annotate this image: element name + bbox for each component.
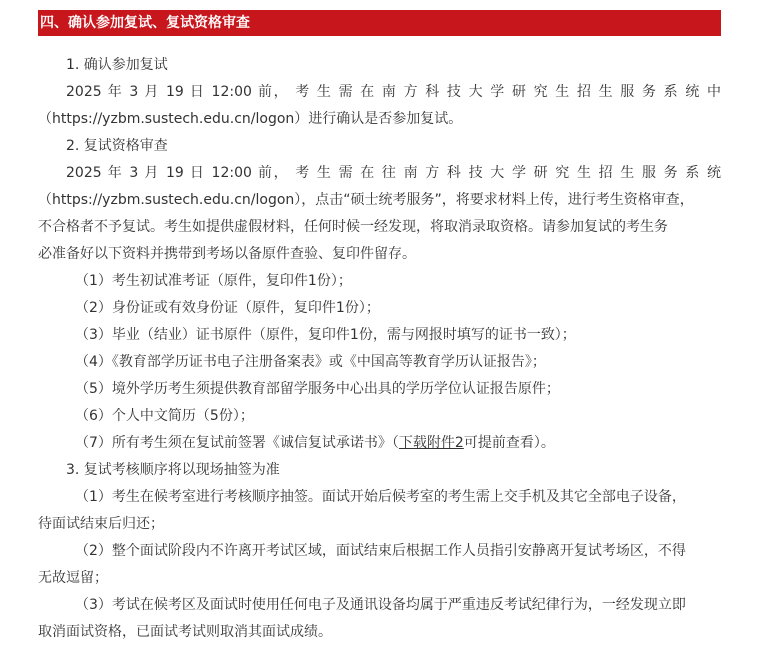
part1-line1: 2025 年 3 月 19 日 12:00 前， 考 生 需 在 南 方 科 技 大 学 研 究 生 招 生 服 务 系 统 中 bbox=[66, 84, 721, 100]
section-title: 四、确认参加复试、复试资格审查 bbox=[40, 15, 250, 31]
part2-line2: （https://yzbm.sustech.edu.cn/logon），点击“硕士统考服务”，将要求材料上传，进行考生资格审查， bbox=[38, 192, 694, 208]
list-item: （6）个人中文简历（5份）； bbox=[75, 408, 254, 424]
part2-line4: 必准备好以下资料并携带到考场以备原件查验、复印件留存。 bbox=[38, 246, 416, 262]
list-item: （4）《教育部学历证书电子注册备案表》或《中国高等教育学历认证报告》； bbox=[75, 354, 546, 370]
part2-line3: 不合格者不予复试。考生如提供虚假材料，任何时候一经发现，将取消录取资格。请参加复试的考生务 bbox=[38, 219, 668, 235]
part3-p1-line2: 待面试结束后归还； bbox=[38, 516, 164, 532]
part3-p3-line1: （3）考试在候考区及面试时使用任何电子及通讯设备均属于严重违反考试纪律行为，一经发现立即 bbox=[75, 597, 686, 613]
item7-prefix: （7）所有考生须在复试前签署《诚信复试承诺书》（ bbox=[75, 435, 399, 451]
section-header bbox=[38, 10, 721, 36]
list-item: （2）身份证或有效身份证（原件，复印件1份）； bbox=[75, 300, 380, 316]
list-item: （5）境外学历考生须提供教育部留学服务中心出具的学历学位认证报告原件； bbox=[75, 381, 560, 397]
part1-heading: 1. 确认参加复试 bbox=[66, 57, 168, 73]
list-item-7 bbox=[38, 430, 721, 457]
download-attachment-2-link[interactable]: 下载附件2 bbox=[398, 435, 464, 451]
part2-heading: 2. 复试资格审查 bbox=[66, 138, 168, 154]
list-item: （1）考生初试准考证（原件，复印件1份）； bbox=[75, 273, 352, 289]
part3-heading: 3. 复试考核顺序将以现场抽签为准 bbox=[66, 462, 280, 478]
content-body bbox=[38, 52, 721, 646]
list-item: （3）毕业（结业）证书原件（原件，复印件1份，需与网报时填写的证书一致）； bbox=[75, 327, 576, 343]
part1-line2: （https://yzbm.sustech.edu.cn/logon）进行确认是否参加复试。 bbox=[38, 111, 463, 127]
part3-p2-line1: （2）整个面试阶段内不许离开考试区域，面试结束后根据工作人员指引安静离开复试考场区，不得 bbox=[75, 543, 686, 559]
part3-p1-line1: （1）考生在候考室进行考核顺序抽签。面试开始后候考室的考生需上交手机及其它全部电子设备， bbox=[75, 489, 686, 505]
item7-suffix: 可提前查看）。 bbox=[463, 435, 555, 451]
part3-p3-line2: 取消面试资格，已面试考试则取消其面试成绩。 bbox=[38, 624, 332, 640]
part3-p2-line2: 无故逗留； bbox=[38, 570, 108, 586]
part2-line1: 2025 年 3 月 19 日 12:00 前， 考 生 需 在 往 南 方 科 技 大 学 研 究 生 招 生 服 务 系 统 bbox=[66, 165, 721, 181]
